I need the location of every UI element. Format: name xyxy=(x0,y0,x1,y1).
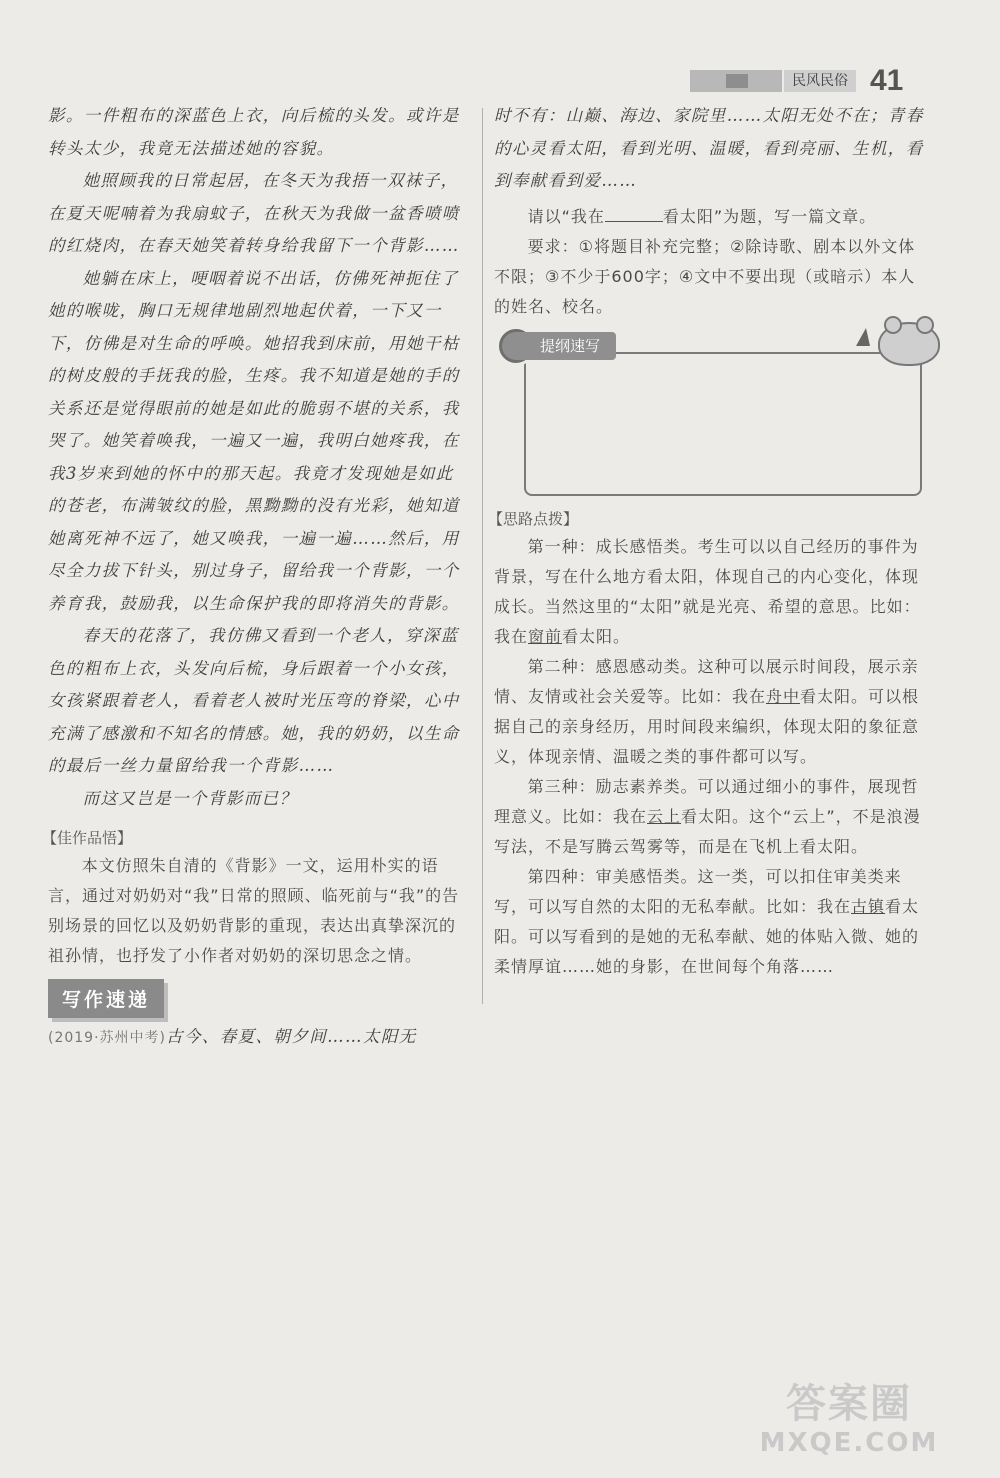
idea-3 xyxy=(494,772,926,862)
left-column xyxy=(42,100,470,1053)
essay-paragraph: 而这又岂是一个背影而已？ xyxy=(82,788,298,808)
bear-icon xyxy=(878,322,940,366)
requirements: 要求：①将题目补充完整；②除诗歌、剧本以外文体不限；③不少于600字；④文中不要出现（或暗示）本人的姓名、校名。 xyxy=(494,236,916,316)
outline-box xyxy=(524,336,922,496)
idea-1-text: 第一种：成长感悟类。考生可以以自己经历的事件为背景，写在什么地方看太阳，体现自己的内心变化，体现成长。当然这里的“太阳”就是光亮、希望的意思。比如：我在 xyxy=(494,536,921,646)
task-text-post: 看太阳”为题，写一篇文章。 xyxy=(662,206,877,226)
watermark-text: 答案圈 xyxy=(786,1381,912,1427)
idea-2-end: 看太阳。可以根据自己的亲身经历，用时间段来编织，体现太阳的象征意义，体现亲情、温暖之类的事件都可以写。 xyxy=(494,686,920,766)
title-blank xyxy=(605,203,663,222)
ideas-heading: 【思路点拨】 xyxy=(488,509,579,528)
idea-4-keyword: 古镇 xyxy=(851,896,886,916)
idea-2-text: 第二种：感恩感动类。这种可以展示时间段，展示亲情、友情或社会关爱等。比如：我在 xyxy=(494,656,919,706)
right-column xyxy=(488,100,926,982)
prompt-source: (2019·苏州中考) xyxy=(48,1030,167,1046)
idea-1 xyxy=(494,532,926,652)
prompt-continuation: 时不有：山巅、海边、家院里……太阳无处不在；青春的心灵看太阳，看到光明、温暖，看到亮丽、生机，看到奉献看到爱…… xyxy=(494,106,924,190)
flag-icon xyxy=(856,328,870,346)
site-watermark xyxy=(734,1380,964,1460)
essay-paragraph: 她照顾我的日常起居，在冬天为我捂一双袜子，在夏天呢喃着为我扇蚊子，在秋天为我做一盆香喷喷的红烧肉，在春天她笑着转身给我留下一个背影…… xyxy=(48,171,460,255)
task-text-pre: 请以“我在 xyxy=(527,206,605,226)
idea-4 xyxy=(494,862,926,982)
prompt-start-text: 古今、春夏、朝夕间……太阳无 xyxy=(166,1027,417,1046)
section-title: 民风民俗 xyxy=(784,70,856,92)
writing-task xyxy=(494,202,926,232)
header-decoration xyxy=(690,70,782,92)
appreciation-heading: 【佳作品悟】 xyxy=(42,829,133,847)
outline-label: 提纲速写 xyxy=(502,332,616,360)
watermark-domain: MXQE.COM xyxy=(759,1428,939,1458)
essay-paragraph: 影。一件粗布的深蓝色上衣，向后梳的头发。或许是转头太少，我竟无法描述她的容貌。 xyxy=(48,106,460,158)
idea-4-end: 看太阳。可以写看到的是她的无私奉献、她的体贴入微、她的柔情厚谊……她的身影，在世间每个角落…… xyxy=(494,896,920,976)
idea-3-end: 看太阳。这个“云上”，不是浪漫写法，不是写腾云驾雾等，而是在飞机上看太阳。 xyxy=(494,806,921,856)
writing-section-tag: 写作速递 xyxy=(48,979,164,1018)
idea-2-keyword: 舟中 xyxy=(766,686,801,706)
page-header xyxy=(690,66,930,96)
idea-1-keyword: 窗前 xyxy=(528,626,563,646)
idea-1-end: 看太阳。 xyxy=(562,626,631,646)
essay-paragraph: 她躺在床上，哽咽着说不出话，仿佛死神扼住了她的喉咙，胸口无规律地剧烈地起伏着，一下又一下，仿佛是对生命的呼唤。她招我到床前，用她干枯的树皮般的手抚我的脸，生疼。我不知道是她的手的关系还是觉得眼前的她是如此的脆弱不堪的关系，我哭了。她笑着唤我，一遍又一遍，我明白她疼我，在我3岁来到她的怀中的那天起。我竟才发现她是如此的苍老，布满皱纹的脸，黑黝黝的没有光彩，她知道她离死神不远了，她又唤我，一遍一遍……然后，用尽全力拔下针头，别过身子，留给我一个背影，一个养育我，鼓励我，以生命保护我的即将消失的背影。 xyxy=(48,268,460,613)
prompt-start xyxy=(48,1022,470,1053)
idea-2 xyxy=(494,652,926,772)
page-number: 41 xyxy=(870,64,904,97)
essay-paragraph: 春天的花落了，我仿佛又看到一个老人，穿深蓝色的粗布上衣，头发向后梳，身后跟着一个小女孩，女孩紧跟着老人，看着老人被时光压弯的脊梁，心中充满了感激和不知名的情感。她，我的奶奶，以生命的最后一丝力量留给我一个背影…… xyxy=(48,626,460,775)
column-divider xyxy=(482,108,483,1004)
idea-4-text: 第四种：审美感悟类。这一类，可以扣住审美类来写，可以写自然的太阳的无私奉献。比如：我在 xyxy=(494,866,902,916)
appreciation-text: 本文仿照朱自清的《背影》一文，运用朴实的语言，通过对奶奶对“我”日常的照顾、临死前与“我”的告别场景的回忆以及奶奶背影的重现，表达出真挚深沉的祖孙情，也抒发了小作者对奶奶的深切思念之情。 xyxy=(48,856,460,965)
idea-3-text: 第三种：励志素养类。可以通过细小的事件，展现哲理意义。比如：我在 xyxy=(494,776,919,826)
idea-3-keyword: 云上 xyxy=(647,806,682,826)
